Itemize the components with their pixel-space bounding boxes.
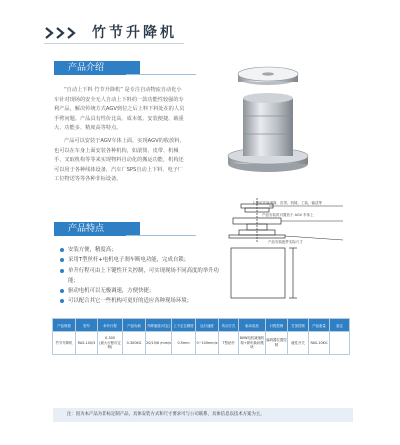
- table-cell: 20/15/6 /mm/s: [146, 332, 172, 355]
- table-cell: RAS-10KG: [309, 332, 330, 355]
- table-header-cell: 上下定位精度: [172, 319, 196, 332]
- section-tab-tail: [126, 222, 134, 236]
- table-row: [53, 332, 350, 355]
- table-header-cell: 产品重量: [309, 319, 330, 332]
- section-underline: [126, 74, 196, 75]
- table-cell: 0.5mm: [172, 332, 196, 355]
- table-header-row: [53, 319, 350, 332]
- list-item: 驱动电机可以无极调速，方便快捷；: [60, 286, 225, 296]
- intro-paragraph: 产品可以安装于AGV车体上面，实现AGV的收放料，也可以在车身上面安装各种机构，如滚筒、皮带、机械手、叉取机构等等来实现物料自动化的搬运功能，机构还可以用于各种线体设备，汽车厂SPS自动上下料、电子厂工位物送等等各种非标设备。: [54, 137, 185, 183]
- intro-paragraph: “自动上下料 竹节升降机” 是专注自动物流自动化小车针对现场的安全无人自动上下料的一款功能性较强的专利产品，解决传统方式AGV到位之后上料下料处在的人员手臂问题。产品具有性价比高、成本低、安装便捷、载重大、功能多、精度高等特点。: [54, 87, 185, 132]
- page-title: 竹节升降机: [92, 25, 177, 41]
- section-title-features: 产品特点: [68, 224, 105, 234]
- section-underline: [126, 235, 196, 236]
- list-item: 采用T型丝杆+电机电子刹车断电功能，完成自锁；: [60, 255, 225, 265]
- table-cell: 0-300KG: [123, 332, 146, 355]
- title-divider: [44, 43, 184, 44]
- chevron-arrows-icon: [44, 26, 90, 40]
- lifter-product-image: [218, 62, 318, 174]
- footer-note: 注：因为本产品为非标定制产品，具体安装方式和尺寸要求可与公司联系，具体信息以技术方案为主。: [53, 408, 353, 422]
- drawing-note-middle: 产品安装时可置放于 AGV 车体上: [262, 213, 314, 217]
- section-tab-tail: [126, 61, 134, 75]
- table-header-cell: 升降速度(可定): [146, 319, 172, 332]
- section-title-intro: 产品介绍: [68, 63, 105, 73]
- table-header-cell: 传动方式: [219, 319, 239, 332]
- table-cell: T型丝杆: [219, 332, 239, 355]
- table-cell: 碰性开关: [288, 332, 309, 355]
- list-item: 单升行程可由上下键性开关控制，可实现现场不同高度的举升功能；: [60, 266, 225, 287]
- table-header-cell: 产品规格: [53, 319, 76, 332]
- feature-list: [60, 245, 225, 307]
- table-cell: [330, 332, 350, 355]
- intro-text: [54, 86, 186, 188]
- technical-drawing: [225, 196, 345, 308]
- table-header-cell: 行程控制: [266, 319, 288, 332]
- table-header-cell: 型号: [76, 319, 98, 332]
- table-cell: 0~100mm/s: [196, 332, 219, 355]
- table-cell: 竹节升降机: [53, 332, 76, 355]
- table-cell: 编码器位置控制: [266, 332, 288, 355]
- table-cell: 0-300 (最大行程可定制): [98, 332, 123, 355]
- table-cell: RAS-100/3: [76, 332, 98, 355]
- list-item: 可以配合其它一些机构可更好的适应各种现场环境；: [60, 296, 225, 306]
- list-item: 安装方便，精度高；: [60, 245, 225, 255]
- table-header-cell: 产品负载: [123, 319, 146, 332]
- drawing-note-top: 上部可安装滚筒、皮带、机械、工装、输送等: [252, 201, 322, 205]
- drawing-note-bottom: 产品安装配件实际尺寸: [268, 240, 303, 244]
- table-header-cell: 打顶控制: [288, 319, 309, 332]
- table-header-cell: 备注: [330, 319, 350, 332]
- table-header-cell: 举升行程: [98, 319, 123, 332]
- table-cell: 80W电机减速机构+刹车换向模块: [239, 332, 266, 355]
- table-header-cell: 运行速度: [196, 319, 219, 332]
- spec-table: [52, 318, 350, 355]
- table-header-cell: 驱动电机: [239, 319, 266, 332]
